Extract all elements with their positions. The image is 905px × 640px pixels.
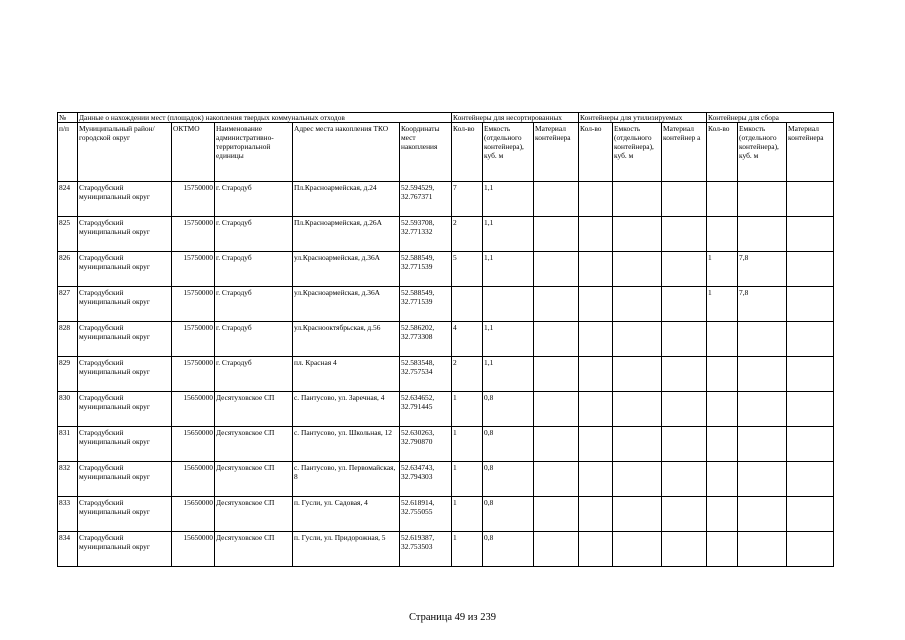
row-count-collect bbox=[707, 462, 738, 497]
row-volume-unsorted: 0,8 bbox=[483, 532, 534, 567]
header-volume-unsorted: Емкость (отдельного контейнера), куб. м bbox=[483, 123, 534, 182]
row-volume-recycle bbox=[613, 322, 662, 357]
row-unit: г. Стародуб bbox=[215, 287, 293, 322]
row-unit: г. Стародуб bbox=[215, 182, 293, 217]
row-material-collect bbox=[787, 182, 834, 217]
row-volume-collect bbox=[738, 217, 787, 252]
row-district-line: муниципальный округ bbox=[79, 402, 150, 411]
row-count-recycle bbox=[579, 182, 613, 217]
row-material-recycle bbox=[662, 497, 707, 532]
row-volume-unsorted: 1,1 bbox=[483, 217, 534, 252]
page-number: Страница 49 из 239 bbox=[409, 612, 496, 623]
row-unit: Десятуховское СП bbox=[215, 532, 293, 567]
header-no-top: № bbox=[58, 113, 78, 123]
row-district bbox=[78, 532, 172, 567]
row-material-recycle bbox=[662, 217, 707, 252]
row-number: 833 bbox=[58, 497, 78, 532]
row-count-unsorted: 5 bbox=[452, 252, 483, 287]
row-volume-recycle bbox=[613, 252, 662, 287]
header-material-recycle: Материал контейнер а bbox=[662, 123, 707, 182]
row-material-unsorted bbox=[534, 462, 579, 497]
row-address: с. Пантусово, ул. Первомайская, 8 bbox=[293, 462, 400, 497]
row-material-recycle bbox=[662, 532, 707, 567]
row-count-collect bbox=[707, 182, 738, 217]
row-coords: 52.588549, 32.771539 bbox=[400, 252, 452, 287]
row-district-line: Стародубский bbox=[79, 498, 124, 507]
row-volume-recycle bbox=[613, 287, 662, 322]
row-material-recycle bbox=[662, 252, 707, 287]
row-material-unsorted bbox=[534, 182, 579, 217]
row-address: Пл.Красноармейская, д.26А bbox=[293, 217, 400, 252]
row-coords: 52.619387, 32.753503 bbox=[400, 532, 452, 567]
row-oktmo: 15750000 bbox=[172, 322, 215, 357]
row-coords: 52.634743, 32.794303 bbox=[400, 462, 452, 497]
row-volume-collect: 7,8 bbox=[738, 252, 787, 287]
row-material-unsorted bbox=[534, 427, 579, 462]
row-district-line: Стародубский bbox=[79, 253, 124, 262]
row-count-unsorted: 2 bbox=[452, 357, 483, 392]
row-volume-unsorted: 0,8 bbox=[483, 462, 534, 497]
row-number: 826 bbox=[58, 252, 78, 287]
row-volume-unsorted bbox=[483, 287, 534, 322]
row-count-collect bbox=[707, 497, 738, 532]
row-volume-unsorted: 1,1 bbox=[483, 252, 534, 287]
row-volume-collect bbox=[738, 322, 787, 357]
table-row bbox=[58, 357, 834, 392]
row-material-unsorted bbox=[534, 392, 579, 427]
row-coords: 52.634652, 32.791445 bbox=[400, 392, 452, 427]
header-group-recycle: Контейнеры для утилизируемых bbox=[579, 113, 707, 123]
header-district: Муниципальный район/городской округ bbox=[78, 123, 172, 182]
row-volume-unsorted: 0,8 bbox=[483, 392, 534, 427]
row-volume-collect: 7,8 bbox=[738, 287, 787, 322]
row-volume-recycle bbox=[613, 217, 662, 252]
header-volume-collect: Емкость (отдельного контейнера), куб. м bbox=[738, 123, 787, 182]
row-district bbox=[78, 252, 172, 287]
header-group-unsorted: Контейнеры для несортированных bbox=[452, 113, 579, 123]
row-volume-collect bbox=[738, 392, 787, 427]
header-address: Адрес места накопления ТКО bbox=[293, 123, 400, 182]
row-material-collect bbox=[787, 462, 834, 497]
row-unit: г. Стародуб bbox=[215, 252, 293, 287]
table-row bbox=[58, 427, 834, 462]
row-address: п. Гусли, ул. Садовая, 4 bbox=[293, 497, 400, 532]
row-volume-recycle bbox=[613, 427, 662, 462]
row-number: 834 bbox=[58, 532, 78, 567]
row-number: 825 bbox=[58, 217, 78, 252]
row-district-line: муниципальный округ bbox=[79, 227, 150, 236]
row-volume-collect bbox=[738, 357, 787, 392]
row-oktmo: 15750000 bbox=[172, 217, 215, 252]
row-volume-collect bbox=[738, 462, 787, 497]
row-material-collect bbox=[787, 252, 834, 287]
table-row bbox=[58, 252, 834, 287]
row-oktmo: 15650000 bbox=[172, 392, 215, 427]
row-unit: г. Стародуб bbox=[215, 357, 293, 392]
row-district-line: муниципальный округ bbox=[79, 262, 150, 271]
row-count-recycle bbox=[579, 532, 613, 567]
table-row bbox=[58, 217, 834, 252]
row-coords: 52.593708, 32.771332 bbox=[400, 217, 452, 252]
row-volume-recycle bbox=[613, 392, 662, 427]
header-group-location: Данные о нахождении мест (площадок) накопления твердых коммунальных отходов bbox=[78, 113, 452, 123]
row-count-unsorted: 1 bbox=[452, 497, 483, 532]
row-volume-recycle bbox=[613, 182, 662, 217]
row-address: с. Пантусово, ул. Школьная, 12 bbox=[293, 427, 400, 462]
row-material-recycle bbox=[662, 182, 707, 217]
row-count-collect: 1 bbox=[707, 287, 738, 322]
row-material-collect bbox=[787, 287, 834, 322]
row-unit: г. Стародуб bbox=[215, 217, 293, 252]
header-count-recycle: Кол-во bbox=[579, 123, 613, 182]
row-district-line: муниципальный округ bbox=[79, 297, 150, 306]
row-coords: 52.583548, 32.757534 bbox=[400, 357, 452, 392]
row-count-collect bbox=[707, 392, 738, 427]
row-district bbox=[78, 462, 172, 497]
row-district bbox=[78, 392, 172, 427]
row-material-unsorted bbox=[534, 497, 579, 532]
row-district bbox=[78, 357, 172, 392]
row-material-collect bbox=[787, 532, 834, 567]
row-material-collect bbox=[787, 357, 834, 392]
table-body bbox=[58, 182, 834, 567]
row-district bbox=[78, 497, 172, 532]
table-row bbox=[58, 497, 834, 532]
row-district-line: муниципальный округ bbox=[79, 367, 150, 376]
header-row-columns bbox=[58, 123, 834, 182]
table-row bbox=[58, 182, 834, 217]
row-material-unsorted bbox=[534, 322, 579, 357]
row-number: 830 bbox=[58, 392, 78, 427]
row-district bbox=[78, 287, 172, 322]
row-material-collect bbox=[787, 497, 834, 532]
row-address: Пл.Красноармейская, д.24 bbox=[293, 182, 400, 217]
row-district bbox=[78, 217, 172, 252]
row-count-recycle bbox=[579, 357, 613, 392]
row-count-unsorted: 4 bbox=[452, 322, 483, 357]
row-volume-unsorted: 1,1 bbox=[483, 322, 534, 357]
row-volume-recycle bbox=[613, 497, 662, 532]
row-oktmo: 15750000 bbox=[172, 357, 215, 392]
row-count-collect bbox=[707, 532, 738, 567]
row-unit: Десятуховское СП bbox=[215, 392, 293, 427]
header-group-collect: Контейнеры для сбора bbox=[707, 113, 834, 123]
row-district-line: Стародубский bbox=[79, 218, 124, 227]
row-count-recycle bbox=[579, 427, 613, 462]
header-material-collect: Материал контейнера bbox=[787, 123, 834, 182]
row-coords: 52.588549, 32.771539 bbox=[400, 287, 452, 322]
row-count-recycle bbox=[579, 497, 613, 532]
row-volume-unsorted: 0,8 bbox=[483, 427, 534, 462]
row-volume-collect bbox=[738, 532, 787, 567]
row-count-unsorted: 1 bbox=[452, 427, 483, 462]
row-coords: 52.594529, 32.767371 bbox=[400, 182, 452, 217]
row-count-unsorted: 2 bbox=[452, 217, 483, 252]
row-address: ул.Краснооктябрьская, д.56 bbox=[293, 322, 400, 357]
row-material-collect bbox=[787, 217, 834, 252]
row-district-line: муниципальный округ bbox=[79, 437, 150, 446]
row-district-line: Стародубский bbox=[79, 428, 124, 437]
row-oktmo: 15650000 bbox=[172, 532, 215, 567]
row-unit: Десятуховское СП bbox=[215, 497, 293, 532]
waste-sites-table bbox=[57, 112, 834, 567]
row-count-unsorted bbox=[452, 287, 483, 322]
header-volume-recycle: Емкость (отдельного контейнера), куб. м bbox=[613, 123, 662, 182]
table-row bbox=[58, 287, 834, 322]
row-count-recycle bbox=[579, 287, 613, 322]
row-count-recycle bbox=[579, 252, 613, 287]
row-district-line: Стародубский bbox=[79, 463, 124, 472]
row-material-collect bbox=[787, 427, 834, 462]
row-district-line: Стародубский bbox=[79, 358, 124, 367]
table-row bbox=[58, 462, 834, 497]
row-material-collect bbox=[787, 322, 834, 357]
row-coords: 52.630263, 32.790870 bbox=[400, 427, 452, 462]
row-volume-unsorted: 0,8 bbox=[483, 497, 534, 532]
row-address: с. Пантусово, ул. Заречная, 4 bbox=[293, 392, 400, 427]
table-row bbox=[58, 322, 834, 357]
row-volume-unsorted: 1,1 bbox=[483, 182, 534, 217]
row-volume-unsorted: 1,1 bbox=[483, 357, 534, 392]
row-oktmo: 15650000 bbox=[172, 427, 215, 462]
row-coords: 52.618914, 32.755055 bbox=[400, 497, 452, 532]
row-volume-collect bbox=[738, 427, 787, 462]
header-count-collect: Кол-во bbox=[707, 123, 738, 182]
row-number: 832 bbox=[58, 462, 78, 497]
header-material-unsorted: Материал контейнера bbox=[534, 123, 579, 182]
row-material-unsorted bbox=[534, 217, 579, 252]
row-count-unsorted: 1 bbox=[452, 462, 483, 497]
header-unit: Наименование административно-территориальной единицы bbox=[215, 123, 293, 182]
row-district-line: Стародубский bbox=[79, 288, 124, 297]
row-count-collect: 1 bbox=[707, 252, 738, 287]
header-count-unsorted: Кол-во bbox=[452, 123, 483, 182]
row-district bbox=[78, 182, 172, 217]
row-material-unsorted bbox=[534, 532, 579, 567]
row-district-line: Стародубский bbox=[79, 323, 124, 332]
row-material-recycle bbox=[662, 287, 707, 322]
row-material-recycle bbox=[662, 462, 707, 497]
row-count-unsorted: 1 bbox=[452, 532, 483, 567]
row-address: п. Гусли, ул. Придорожная, 5 bbox=[293, 532, 400, 567]
row-count-collect bbox=[707, 217, 738, 252]
row-volume-recycle bbox=[613, 357, 662, 392]
row-number: 824 bbox=[58, 182, 78, 217]
row-unit: Десятуховское СП bbox=[215, 427, 293, 462]
header-coords: Координаты мест накопления bbox=[400, 123, 452, 182]
row-district-line: муниципальный округ bbox=[79, 507, 150, 516]
row-oktmo: 15650000 bbox=[172, 497, 215, 532]
row-material-unsorted bbox=[534, 287, 579, 322]
row-count-recycle bbox=[579, 392, 613, 427]
row-count-recycle bbox=[579, 462, 613, 497]
row-number: 831 bbox=[58, 427, 78, 462]
row-district-line: муниципальный округ bbox=[79, 542, 150, 551]
row-material-collect bbox=[787, 392, 834, 427]
row-count-collect bbox=[707, 427, 738, 462]
row-number: 828 bbox=[58, 322, 78, 357]
row-volume-recycle bbox=[613, 462, 662, 497]
header-row-groups bbox=[58, 113, 834, 123]
row-district-line: Стародубский bbox=[79, 533, 124, 542]
row-count-collect bbox=[707, 357, 738, 392]
row-address: ул.Красноармейская, д.36А bbox=[293, 287, 400, 322]
row-volume-collect bbox=[738, 182, 787, 217]
row-address: пл. Красная 4 bbox=[293, 357, 400, 392]
row-number: 827 bbox=[58, 287, 78, 322]
row-count-unsorted: 7 bbox=[452, 182, 483, 217]
row-material-recycle bbox=[662, 427, 707, 462]
row-address: ул.Красноармейская, д.36А bbox=[293, 252, 400, 287]
header-oktmo: ОКТМО bbox=[172, 123, 215, 182]
row-unit: г. Стародуб bbox=[215, 322, 293, 357]
row-count-unsorted: 1 bbox=[452, 392, 483, 427]
row-oktmo: 15750000 bbox=[172, 287, 215, 322]
row-unit: Десятуховское СП bbox=[215, 462, 293, 497]
row-district-line: Стародубский bbox=[79, 183, 124, 192]
table-row bbox=[58, 392, 834, 427]
row-count-recycle bbox=[579, 322, 613, 357]
row-district bbox=[78, 322, 172, 357]
row-count-recycle bbox=[579, 217, 613, 252]
row-oktmo: 15750000 bbox=[172, 182, 215, 217]
row-material-recycle bbox=[662, 392, 707, 427]
row-material-recycle bbox=[662, 357, 707, 392]
row-district-line: Стародубский bbox=[79, 393, 124, 402]
row-oktmo: 15750000 bbox=[172, 252, 215, 287]
row-oktmo: 15650000 bbox=[172, 462, 215, 497]
table-row bbox=[58, 532, 834, 567]
row-count-collect bbox=[707, 322, 738, 357]
row-district-line: муниципальный округ bbox=[79, 472, 150, 481]
row-material-recycle bbox=[662, 322, 707, 357]
row-coords: 52.586202, 32.773308 bbox=[400, 322, 452, 357]
row-material-unsorted bbox=[534, 357, 579, 392]
row-material-unsorted bbox=[534, 252, 579, 287]
header-no-bottom: п/п bbox=[58, 123, 78, 182]
row-volume-recycle bbox=[613, 532, 662, 567]
row-volume-collect bbox=[738, 497, 787, 532]
row-district-line: муниципальный округ bbox=[79, 332, 150, 341]
row-district bbox=[78, 427, 172, 462]
row-district-line: муниципальный округ bbox=[79, 192, 150, 201]
row-number: 829 bbox=[58, 357, 78, 392]
